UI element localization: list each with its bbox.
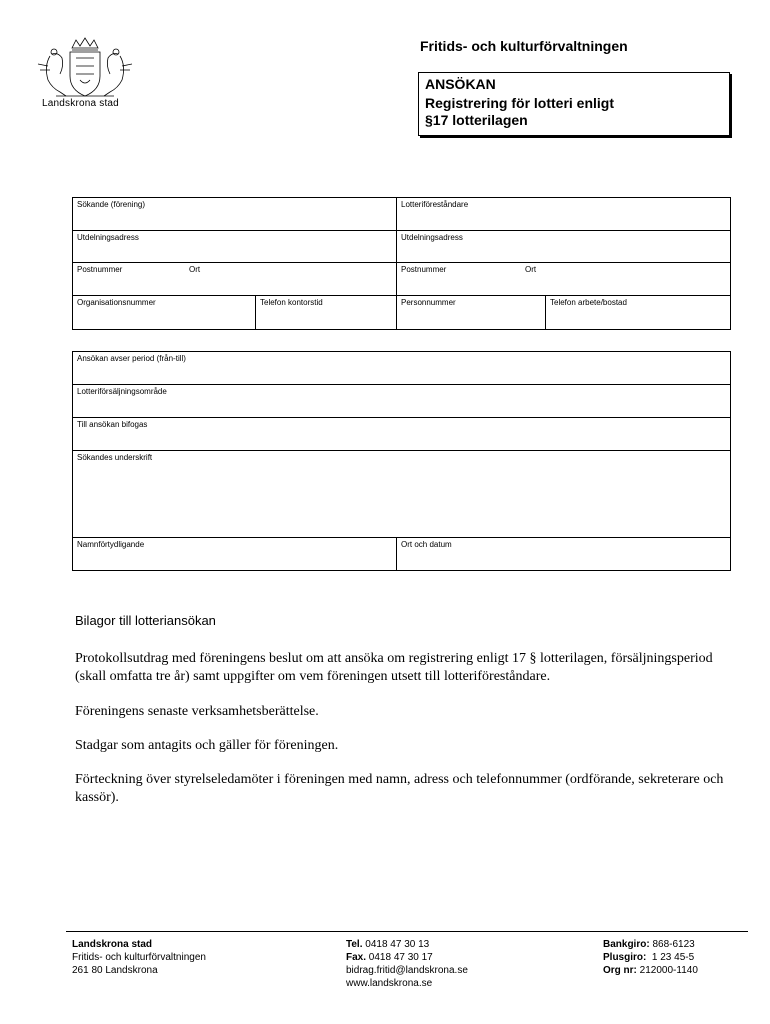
- footer-tel-value: 0418 47 30 13: [365, 939, 430, 950]
- attachment-item: Föreningens senaste verksamhetsberättelse.: [75, 704, 319, 719]
- field-period[interactable]: [73, 352, 730, 385]
- application-details-form: [72, 351, 731, 571]
- label-ort-och-datum: Ort och datum: [401, 540, 452, 549]
- field-bifogas[interactable]: [73, 418, 730, 451]
- footer-orgnr-label: Org nr:: [603, 965, 637, 976]
- label-ort-sokande: Ort: [189, 265, 201, 274]
- field-utdelningsadress-foreståndare[interactable]: [397, 231, 730, 263]
- label-bifogas: Till ansökan bifogas: [77, 420, 148, 429]
- footer-fax-value: 0418 47 30 17: [368, 952, 433, 963]
- footer-bankgiro-label: Bankgiro:: [603, 939, 650, 950]
- footer-plusgiro-value: 1 23 45-5: [651, 952, 695, 963]
- label-postnummer-forestandare: Postnummer: [401, 265, 447, 274]
- label-utdelningsadress-sokande: Utdelningsadress: [77, 233, 139, 242]
- label-underskrift: Sökandes underskrift: [77, 453, 153, 462]
- document-type: ANSÖKAN: [425, 76, 496, 92]
- footer-org-name: Landskrona stad: [72, 939, 153, 950]
- field-ort-och-datum[interactable]: [397, 538, 730, 570]
- department-name: Fritids- och kulturförvaltningen: [420, 38, 628, 54]
- footer-web-link[interactable]: www.landskrona.se: [346, 978, 433, 989]
- attachment-item: Förteckning över styrelseledamöter i föreningen med namn, adress och telefonnummer (ordförande, sekreterare och kassör).: [75, 772, 724, 805]
- label-forsaljningsomrade: Lotteriförsäljningsområde: [77, 387, 167, 396]
- attachment-item: Protokollsutdrag med föreningens beslut om att ansöka om registrering enligt 17 § lotterilagen, försäljningsperiod (skall omfatta tre år) samt uppgifter om vem föreningen utsett till lotteriföreståndare.: [75, 651, 713, 684]
- field-lotteriforestandare[interactable]: [397, 198, 730, 231]
- field-organisationsnummer[interactable]: [73, 296, 256, 329]
- logo-caption: Landskrona stad: [42, 98, 119, 109]
- footer-contact-block: [346, 938, 468, 990]
- field-forsaljningsomrade[interactable]: [73, 385, 730, 418]
- field-underskrift[interactable]: [73, 451, 730, 538]
- document-title-line1: Registrering för lotteri enligt: [425, 95, 615, 111]
- label-postnummer-sokande: Postnummer: [77, 265, 123, 274]
- applicant-form: [72, 197, 731, 330]
- document-title: [425, 95, 723, 129]
- field-telefon-arbete-bostad[interactable]: [546, 296, 730, 329]
- label-period: Ansökan avser period (från-till): [77, 354, 186, 363]
- footer-plusgiro-label: Plusgiro:: [603, 952, 647, 963]
- label-ort-forestandare: Ort: [525, 265, 537, 274]
- footer-orgnr-value: 212000-1140: [639, 965, 698, 976]
- document-title-box: [418, 72, 730, 136]
- field-utdelningsadress-sokande[interactable]: [73, 231, 397, 263]
- field-sokande[interactable]: [73, 198, 397, 231]
- label-sokande: Sökande (förening): [77, 200, 146, 209]
- footer-org-block: [72, 938, 206, 977]
- label-telefon-kontorstid: Telefon kontorstid: [260, 298, 323, 307]
- footer-tel-label: Tel.: [346, 939, 363, 950]
- document-title-line2: §17 lotterilagen: [425, 112, 528, 128]
- field-postnummer-ort-forestandare[interactable]: [397, 263, 730, 296]
- field-namnfortydligande[interactable]: [73, 538, 397, 570]
- label-telefon-arbete-bostad: Telefon arbete/bostad: [550, 298, 627, 307]
- footer-fax-label: Fax.: [346, 952, 367, 963]
- field-telefon-kontorstid[interactable]: [256, 296, 397, 329]
- footer-bankgiro-value: 868-6123: [652, 939, 695, 950]
- footer-org-dept: Fritids- och kulturförvaltningen: [72, 952, 206, 963]
- field-personnummer[interactable]: [397, 296, 546, 329]
- label-utdelningsadress-forestandare: Utdelningsadress: [401, 233, 463, 242]
- attachments-title: Bilagor till lotteriansökan: [75, 613, 216, 628]
- label-namnfortydligande: Namnförtydligande: [77, 540, 145, 549]
- label-lotteriforestandare: Lotteriföreståndare: [401, 200, 469, 209]
- label-personnummer: Personnummer: [401, 298, 456, 307]
- footer-divider: [66, 931, 748, 932]
- label-organisationsnummer: Organisationsnummer: [77, 298, 156, 307]
- footer-org-address: 261 80 Landskrona: [72, 965, 158, 976]
- field-postnummer-ort-sokande[interactable]: [73, 263, 397, 296]
- attachment-item: Stadgar som antagits och gäller för föreningen.: [75, 738, 339, 753]
- footer-email-link[interactable]: bidrag.fritid@landskrona.se: [346, 965, 468, 976]
- footer-payment-block: [603, 938, 698, 977]
